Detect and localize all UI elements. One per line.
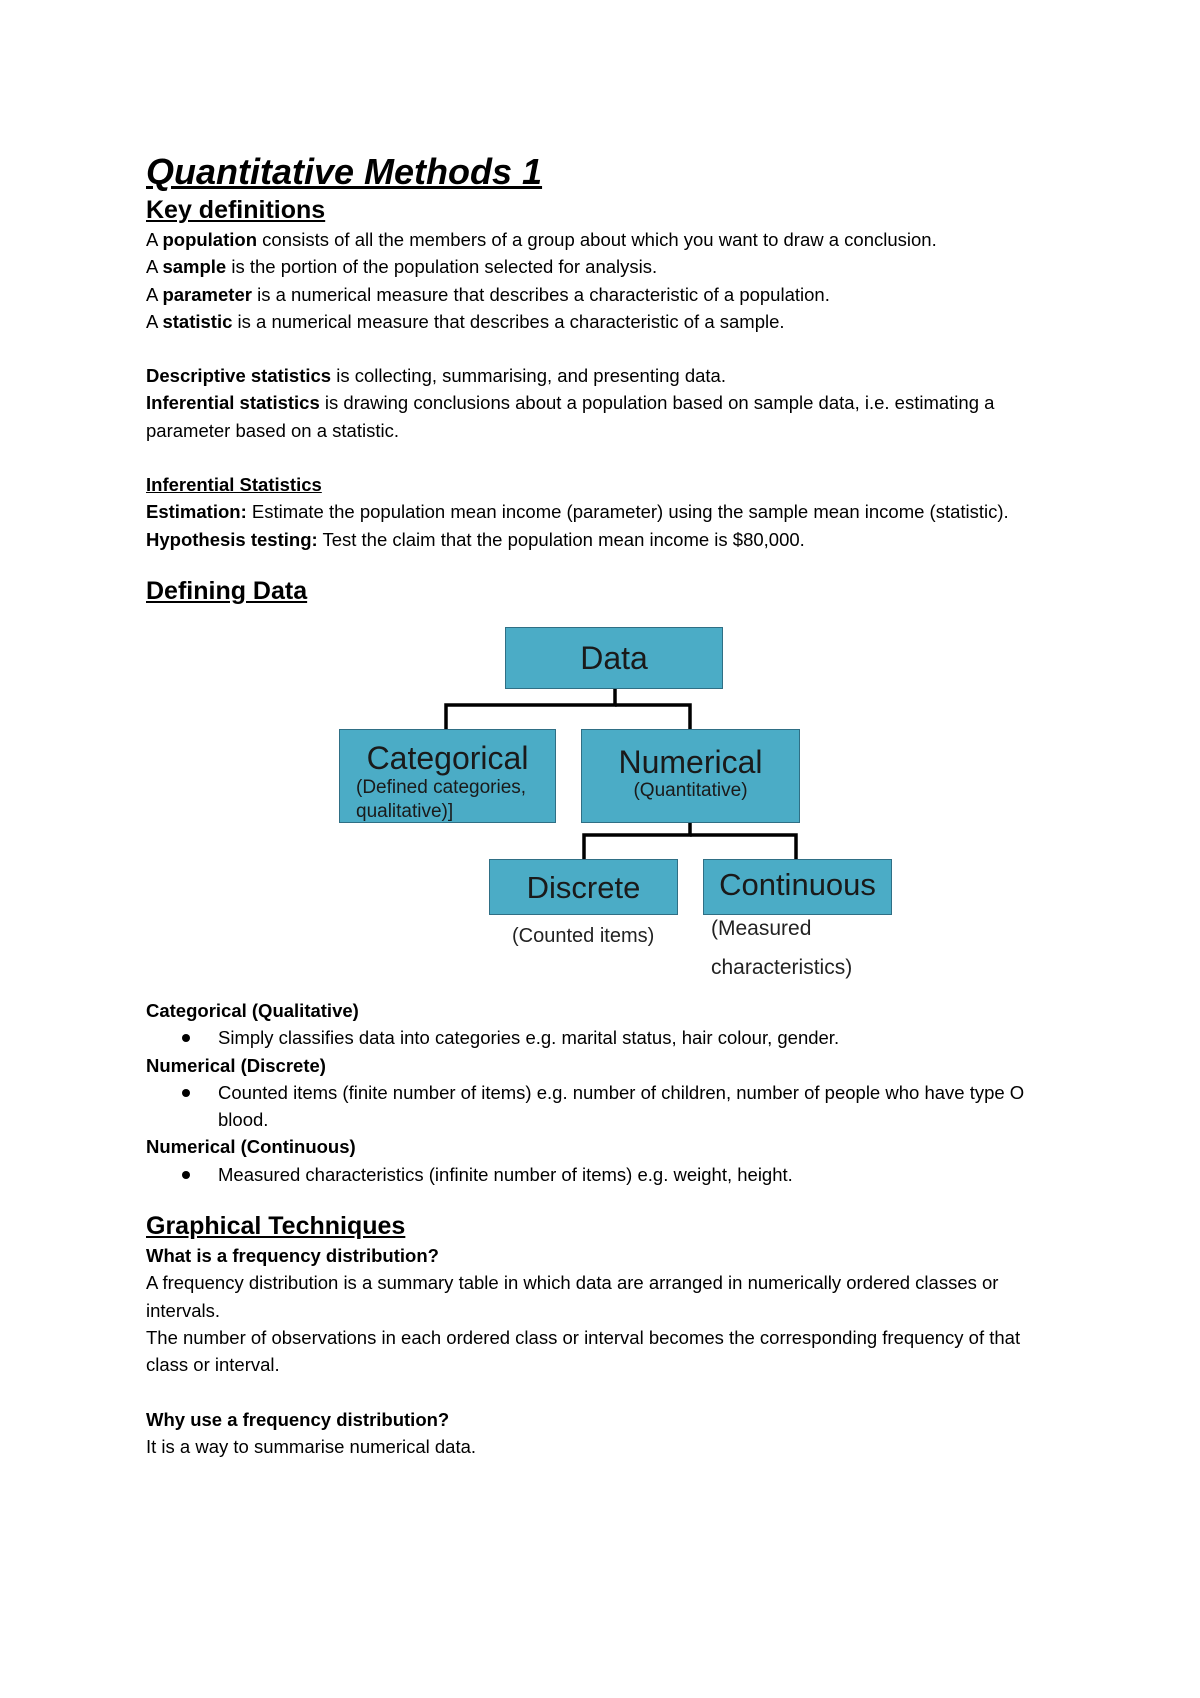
data-box — [505, 627, 723, 689]
frequency-answer-2: The number of observations in each ordered class or interval becomes the corresponding frequency of that class or interval. — [146, 1326, 1021, 1376]
data-box-label: Data — [580, 639, 648, 676]
list-item: Counted items (finite number of items) e.g. number of children, number of people who have type O blood. — [218, 1079, 1066, 1134]
discrete-note: (Counted items) — [512, 924, 655, 947]
key-definitions-heading: Key definitions — [146, 196, 326, 224]
definition-statistic: A statistic is a numerical measure that describes a characteristic of a sample. — [146, 310, 785, 332]
categorical-box-label: Categorical — [366, 739, 529, 776]
continuous-box-label: Continuous — [719, 866, 876, 902]
document-title: Quantitative Methods 1 — [146, 151, 543, 192]
discrete-box-label: Discrete — [526, 869, 641, 905]
why-frequency-answer: It is a way to summarise numerical data. — [146, 1435, 477, 1457]
list-item: Measured characteristics (infinite number of items) e.g. weight, height. — [218, 1161, 1066, 1188]
connector-numerical-continuous — [690, 835, 796, 859]
frequency-answer-1: A frequency distribution is a summary table in which data are arranged in numerically ordered classes or intervals. — [146, 1272, 999, 1321]
connector-data-numerical — [615, 705, 690, 729]
categorical-box — [339, 729, 556, 823]
definition-parameter: A parameter is a numerical measure that describes a characteristic of a population. — [146, 283, 830, 305]
discrete-box — [489, 859, 678, 915]
list-item: Simply classifies data into categories e.g. marital status, hair colour, gender. — [218, 1024, 1066, 1051]
inferential-statistics-subheading: Inferential Statistics — [146, 474, 322, 496]
definition-sample: A sample is the portion of the population selected for analysis. — [146, 256, 658, 278]
why-frequency-question: Why use a frequency distribution? — [146, 1408, 450, 1430]
continuous-heading: Numerical (Continuous) — [146, 1136, 356, 1158]
estimation-text: Estimation: Estimate the population mean income (parameter) using the sample mean income (statistic). — [146, 501, 1009, 523]
continuous-list — [146, 1161, 1066, 1188]
hypothesis-text: Hypothesis testing: Test the claim that the population mean income is $80,000. — [146, 528, 805, 550]
categorical-box-note: (Defined categories, qualitative)] — [356, 776, 527, 822]
frequency-question: What is a frequency distribution? — [146, 1245, 439, 1267]
discrete-list — [146, 1079, 1066, 1134]
discrete-heading: Numerical (Discrete) — [146, 1054, 326, 1076]
document-page — [146, 150, 1066, 1460]
numerical-box-note: (Quantitative) — [633, 779, 748, 801]
definition-population: A population consists of all the members of a group about which you want to draw a conclusion. — [146, 229, 937, 250]
categorical-list — [146, 1024, 1066, 1051]
connector-data-categorical — [446, 686, 615, 729]
numerical-box — [581, 729, 800, 823]
continuous-box — [703, 859, 892, 915]
graphical-techniques-heading: Graphical Techniques — [146, 1212, 406, 1241]
data-types-diagram — [146, 607, 1066, 997]
definition-inferential: Inferential statistics is drawing conclusions about a population based on sample data, i.e. estimating a parameter based on a statistic. — [146, 392, 995, 441]
numerical-box-label: Numerical — [618, 743, 763, 780]
defining-data-heading: Defining Data — [146, 576, 308, 605]
definition-descriptive: Descriptive statistics is collecting, summarising, and presenting data. — [146, 365, 726, 387]
continuous-note-line-2: characteristics) — [711, 955, 853, 979]
categorical-heading: Categorical (Qualitative) — [146, 999, 359, 1021]
continuous-note-line-1: (Measured — [711, 916, 812, 940]
